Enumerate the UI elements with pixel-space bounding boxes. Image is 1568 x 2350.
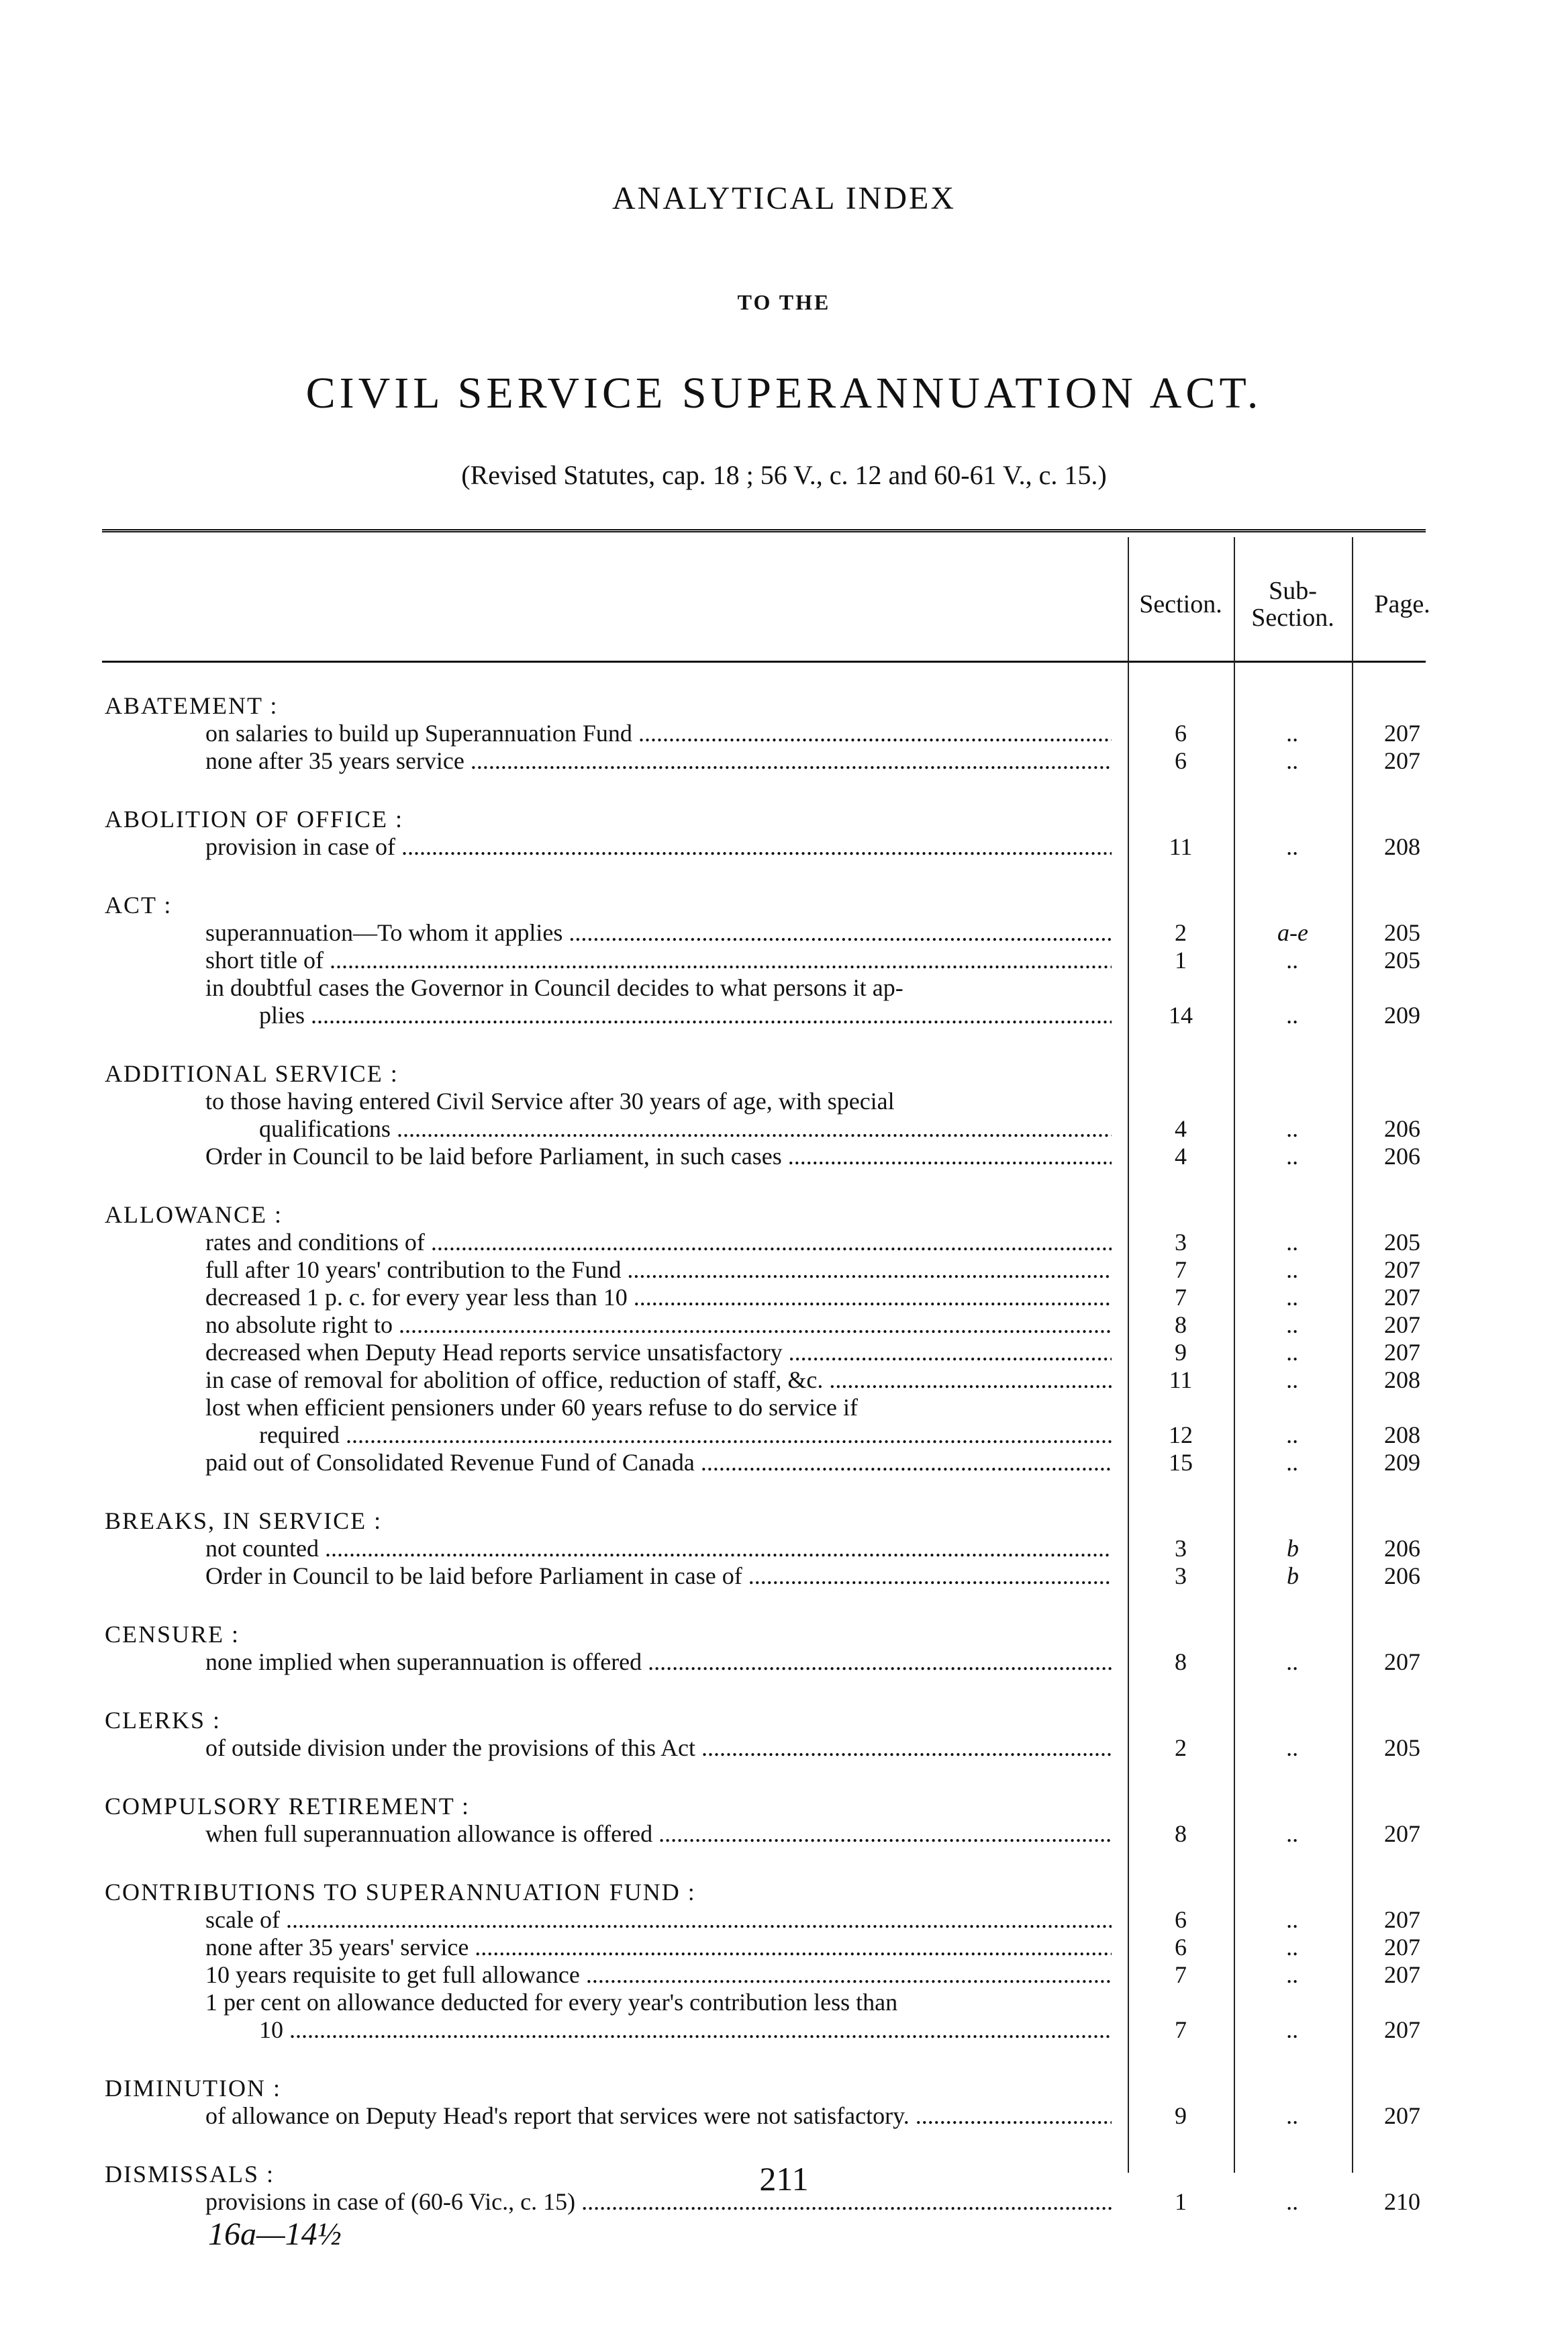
entry-text: provision in case of ..... [205,831,1112,862]
subsection-ref: .. [1287,1002,1299,1029]
section-ref: 9 [1175,1339,1187,1366]
entry-text: when full superannuation allowance is offered ..... [205,1818,1112,1849]
act-name: CIVIL SERVICE SUPERANNUATION ACT. [305,369,1263,418]
page-column-header: Page. [1374,590,1430,618]
entry-text: 10 ..... [259,2014,1112,2045]
entry-text: qualifications ..... [259,1113,1112,1144]
entry-text: on salaries to build up Superannuation Fund ..... [205,718,1112,749]
page-ref: 207 [1384,2016,1420,2043]
index-heading [0,1877,1568,1908]
entry-text: 10 years requisite to get full allowance ..... [205,1959,1112,1990]
entry-text: scale of ..... [205,1904,1112,1935]
page-ref: 207 [1384,1934,1420,1961]
page-ref: 206 [1384,1562,1420,1589]
subsection-ref: .. [1287,833,1299,860]
section-ref: 3 [1175,1562,1187,1589]
entry-text: decreased when Deputy Head reports service unsatisfactory ..... [205,1337,1112,1368]
page-ref: 205 [1384,947,1420,974]
entry-text: plies ..... [259,1000,1112,1031]
section-ref: 7 [1175,1284,1187,1311]
index-entry [0,2100,1568,2131]
section-ref: 11 [1169,1366,1193,1393]
subsection-ref: .. [1287,1934,1299,1961]
subsection-ref: b [1287,1535,1299,1562]
index-entry [0,1113,1568,1144]
index-title: ANALYTICAL INDEX [612,181,956,216]
page-ref: 207 [1384,1820,1420,1847]
entry-text: paid out of Consolidated Revenue Fund of Canada ..... [205,1447,1112,1478]
page-ref: 207 [1384,1339,1420,1366]
subsection-ref: .. [1287,1449,1299,1476]
index-heading [0,1505,1568,1536]
section-ref: 1 [1175,947,1187,974]
page-ref: 207 [1384,2102,1420,2129]
index-entry [0,1932,1568,1963]
section-ref: 6 [1175,720,1187,747]
page-ref: 208 [1384,833,1420,860]
section-ref: 8 [1175,1311,1187,1338]
index-entry [0,718,1568,749]
page-ref: 207 [1384,1648,1420,1675]
index-heading [0,1791,1568,1822]
heading-label: ABATEMENT : [105,692,279,719]
entry-text: decreased 1 p. c. for every year less than 10 ..... [205,1282,1112,1313]
subsection-ref: .. [1287,1339,1299,1366]
index-entry [0,1364,1568,1395]
page-ref: 205 [1384,1229,1420,1256]
subsection-ref: .. [1287,1906,1299,1933]
index-entry [0,1254,1568,1285]
subsection-ref: .. [1287,2016,1299,2043]
entry-text: none implied when superannuation is offered ..... [205,1646,1112,1677]
index-heading [0,890,1568,921]
section-ref: 12 [1169,1421,1193,1448]
subsection-ref: .. [1287,947,1299,974]
subsection-ref: .. [1287,1734,1299,1761]
subsection-ref: .. [1287,1421,1299,1448]
index-entry [0,1818,1568,1849]
index-entry [0,1904,1568,1935]
heading-label: COMPULSORY RETIREMENT : [105,1793,471,1820]
section-ref: 1 [1175,2188,1187,2215]
heading-label: ALLOWANCE : [105,1201,283,1228]
section-ref: 6 [1175,1934,1187,1961]
page-ref: 207 [1384,1906,1420,1933]
section-ref: 2 [1175,1734,1187,1761]
index-entry [0,745,1568,776]
subsection-ref: .. [1287,1820,1299,1847]
subsection-column-header: Sub-Section. [1251,577,1334,632]
index-entry [0,1337,1568,1368]
entry-text: rates and conditions of ..... [205,1227,1112,1258]
subsection-ref: .. [1287,1366,1299,1393]
subsection-ref: .. [1287,747,1299,774]
entry-text: to those having entered Civil Service after 30 years of age, with special [205,1088,895,1115]
entry-text: full after 10 years' contribution to the Fund ..... [205,1254,1112,1285]
index-entry-continued [0,972,1568,1003]
page-ref: 207 [1384,720,1420,747]
heading-label: ABOLITION OF OFFICE : [105,806,404,833]
page-number: 211 [759,2160,809,2198]
heading-label: CONTRIBUTIONS TO SUPERANNUATION FUND : [105,1879,696,1906]
section-ref: 6 [1175,747,1187,774]
index-entry [0,945,1568,976]
index-entry [0,1000,1568,1031]
heading-label: CLERKS : [105,1707,222,1734]
subsection-ref: .. [1287,2102,1299,2129]
subsection-ref: .. [1287,1256,1299,1283]
entry-text: superannuation—To whom it applies ..... [205,917,1112,948]
entry-text: required ..... [259,1419,1112,1450]
entry-text: none after 35 years' service ..... [205,1932,1112,1963]
section-ref: 11 [1169,833,1193,860]
section-ref: 7 [1175,1256,1187,1283]
subsection-ref: .. [1287,1229,1299,1256]
entry-text: not counted ..... [205,1533,1112,1564]
page-ref: 208 [1384,1366,1420,1393]
page-ref: 207 [1384,1311,1420,1338]
entry-text: lost when efficient pensioners under 60 years refuse to do service if [205,1394,859,1421]
section-ref: 15 [1169,1449,1193,1476]
heading-label: BREAKS, IN SERVICE : [105,1507,383,1534]
citation: (Revised Statutes, cap. 18 ; 56 V., c. 12 and 60-61 V., c. 15.) [461,460,1107,490]
index-heading [0,1705,1568,1736]
printer-signature: 16a—14½ [208,2216,342,2252]
index-heading [0,1058,1568,1089]
page-ref: 207 [1384,747,1420,774]
page-ref: 210 [1384,2188,1420,2215]
entry-text: none after 35 years service ..... [205,745,1112,776]
page-ref: 207 [1384,1256,1420,1283]
page-ref: 209 [1384,1449,1420,1476]
subsection-ref: .. [1287,720,1299,747]
section-ref: 3 [1175,1535,1187,1562]
subsection-ref: .. [1287,1961,1299,1988]
index-heading [0,690,1568,721]
subsection-ref: .. [1287,2188,1299,2215]
index-entry-continued [0,1392,1568,1423]
entry-text: of outside division under the provisions of this Act ..... [205,1732,1112,1763]
index-entry [0,1959,1568,1990]
heading-label: DISMISSALS : [105,2161,275,2188]
index-entry [0,1447,1568,1478]
subsection-ref: .. [1287,1311,1299,1338]
index-entry [0,917,1568,948]
page-ref: 206 [1384,1143,1420,1170]
to-the-label: TO THE [737,290,831,314]
index-entry [0,831,1568,862]
subsection-ref: .. [1287,1284,1299,1311]
entry-text: Order in Council to be laid before Parliament in case of ..... [205,1560,1112,1591]
subsection-ref: b [1287,1562,1299,1589]
heading-label: CENSURE : [105,1621,240,1648]
entry-text: 1 per cent on allowance deducted for every year's contribution less than [205,1989,898,2016]
heading-label: ADDITIONAL SERVICE : [105,1060,399,1087]
entry-text: in doubtful cases the Governor in Council decides to what persons it ap- [205,974,903,1001]
page-ref: 206 [1384,1115,1420,1142]
index-entry [0,1282,1568,1313]
subsection-ref: .. [1287,1143,1299,1170]
section-column-header: Section. [1139,590,1222,618]
entry-text: provisions in case of (60-6 Vic., c. 15) ..... [205,2186,1112,2217]
page-ref: 205 [1384,1734,1420,1761]
entry-text: of allowance on Deputy Head's report that services were not satisfactory. ..... [205,2100,1112,2131]
entry-text: in case of removal for abolition of office, reduction of staff, &c. ..... [205,1364,1112,1395]
index-entry [0,2014,1568,2045]
entry-text: no absolute right to ..... [205,1309,1112,1340]
page-ref: 209 [1384,1002,1420,1029]
page-ref: 208 [1384,1421,1420,1448]
index-heading [0,1199,1568,1230]
subsection-ref: .. [1287,1115,1299,1142]
section-ref: 8 [1175,1648,1187,1675]
section-ref: 2 [1175,919,1187,946]
index-entry [0,1533,1568,1564]
page-ref: 205 [1384,919,1420,946]
section-ref: 14 [1169,1002,1193,1029]
section-ref: 4 [1175,1143,1187,1170]
index-entry-continued [0,1987,1568,2018]
subsection-ref: .. [1287,1648,1299,1675]
section-ref: 3 [1175,1229,1187,1256]
section-ref: 6 [1175,1906,1187,1933]
index-heading [0,2073,1568,2104]
page-ref: 207 [1384,1961,1420,1988]
index-entry [0,1227,1568,1258]
index-entry [0,1560,1568,1591]
index-entry [0,1419,1568,1450]
heading-label: ACT : [105,892,173,919]
index-entry-continued [0,1086,1568,1117]
index-entry [0,1732,1568,1763]
entry-text: short title of ..... [205,945,1112,976]
entry-text: Order in Council to be laid before Parliament, in such cases ..... [205,1141,1112,1172]
page-ref: 206 [1384,1535,1420,1562]
section-ref: 4 [1175,1115,1187,1142]
section-ref: 8 [1175,1820,1187,1847]
index-heading [0,804,1568,835]
index-entry [0,1141,1568,1172]
section-ref: 7 [1175,2016,1187,2043]
section-ref: 9 [1175,2102,1187,2129]
heading-label: DIMINUTION : [105,2075,281,2102]
index-heading [0,1619,1568,1650]
subsection-ref: a-e [1277,919,1308,946]
page-ref: 207 [1384,1284,1420,1311]
index-entry [0,1309,1568,1340]
section-ref: 7 [1175,1961,1187,1988]
index-entry [0,1646,1568,1677]
